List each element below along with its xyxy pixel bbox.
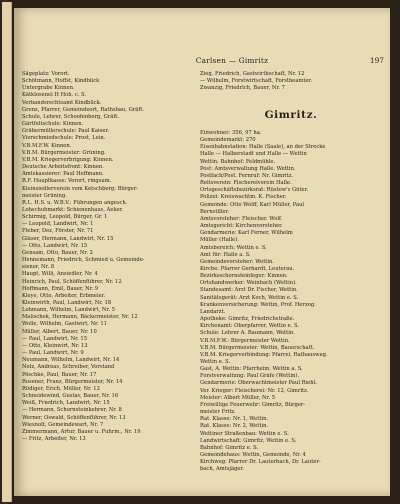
directory-entry: V.B.M. Bürgermeister: Wettin, Bauerschaft. <box>200 344 315 351</box>
directory-entry: Wettiner Straßenbau: Wettin e. S. <box>200 430 289 437</box>
directory-entry: bach, Amtsjäger. <box>200 466 245 473</box>
directory-entry: Bezirksschornsteinfeger: Kinnen. <box>200 273 288 280</box>
directory-entry: Schneidewind, Gustav, Bauer, Nr. 16 <box>22 393 119 400</box>
directory-entry: Eisenbahnstation: Halle (Saale), an der Strecke <box>200 144 326 151</box>
directory-entry: Kleye, Otto, Arbeiter, Erbmeier. <box>22 292 106 299</box>
directory-entry: Amtsvorsteher: Fleischer. Wolf. <box>200 215 283 222</box>
directory-entry: Gensam, Otto, Bauer, Nr. 2 <box>22 249 93 256</box>
directory-entry: — Hermann, Schornsteinkehrer, Nr. 8 <box>22 407 122 414</box>
directory-entry: Nolz, Andreas, Schreiber, Vorstand <box>22 364 115 371</box>
directory-entry: Zwanzig, Friedrich, Bauer, Nr. 7 <box>200 85 285 92</box>
running-head <box>14 56 390 70</box>
directory-entry: Gemeindehaus: Wettin, Gemeinde, Nr. 4 <box>200 452 306 459</box>
directory-entry: Weiß, Friedrich, Landwirt, Nr. 15 <box>22 400 110 407</box>
section-heading: Gimritz. <box>264 109 318 121</box>
directory-entry: Polizei: Kreiswachtm. K. Fischer. <box>200 194 287 201</box>
directory-entry: — Wilhelm, Forstwirtschaft, Forstbeamter. <box>200 78 313 85</box>
directory-entry: Kleinsiedlerverein vom Ketschberg: Bürger- <box>22 185 138 192</box>
directory-entry: Gemeindemarkt: 270 <box>200 137 256 144</box>
directory-entry: Wiesnolt, Gemeindewart, Nr. 7 <box>22 421 104 428</box>
directory-entry: Wolle, Wilhelm, Gastwirt, Nr. 11 <box>22 321 107 328</box>
directory-entry: Kirche: Pfarrer Gerhardt, Leuterau. <box>200 265 295 272</box>
directory-entry: Verbandsrechtsamt Kindblick. <box>22 99 102 106</box>
directory-entry: Wettin. Bahnhof: Feldmühle. <box>200 158 276 165</box>
directory-entry: Malischek, Hermann, Bäckermeister, Nr. 12 <box>22 314 138 321</box>
right-column-top <box>200 71 382 92</box>
directory-entry: Wettin e. S. <box>200 359 231 365</box>
directory-entry: V.B.M.F.W. Kinnen. <box>22 142 72 149</box>
directory-entry: Ortsgeschäftsbezirksrat: Rüstow's Güter. <box>200 187 309 194</box>
document-page <box>14 8 390 496</box>
directory-entry: Heinrich, Paul, Schöffenführer, Nr. 12 <box>22 278 122 285</box>
directory-entry: Sägeplatz: Vorort. <box>22 71 70 77</box>
running-head-title: Carlsen — Gimritz <box>195 56 269 65</box>
directory-entry: V.B.M.F.W.: Bürgermeister Wettin. <box>200 337 290 344</box>
directory-entry: Schötmann, Hoffst, Kindblick <box>22 78 100 85</box>
directory-entry: Kätklosenel H Hoh. c. S. <box>22 92 87 99</box>
directory-entry: Lohmann, Wilhelm, Landwirt, Nr. 5 <box>22 307 115 314</box>
directory-entry: Kirchweg: Pfarrer Dr. Lauterbach, Dr. Lauter- <box>200 459 321 466</box>
directory-entry: Kleinwirth, Paul, Landwirt, Nr. 18 <box>22 300 112 306</box>
directory-entry: Hennemann, Friedrich, Schmied u. Gemeinde- <box>22 257 145 264</box>
directory-entry: — Otto, Landwirt, Nr. 15 <box>22 242 88 249</box>
directory-entry: Forstverwaltung: Paul Gräfe (Wettin). <box>200 373 300 380</box>
directory-entry: Fleber, Dez, Förster, Nr. 71 <box>22 228 94 235</box>
directory-entry: Grenz, Pfarrer, Gemeindeort, Rathsbau, Gräft. <box>22 106 145 113</box>
directory-entry: Rat. Klasse: Nr. 2, Wettin. <box>200 423 269 430</box>
directory-entry: R.F. Hauptkasse: Vorort, ringsum. <box>22 178 112 185</box>
left-page-edge <box>2 2 12 502</box>
directory-entry: Landwirtschaft: Gimritz, Wettin e. S. <box>200 437 297 444</box>
directory-entry: Postfach/Post. Fernruf: Nr. Gimritz. <box>200 172 294 179</box>
directory-entry: Gendarmerie: Karl Ferner, Wilhelm <box>200 230 293 237</box>
directory-entry: eisner, Nr. 8 <box>22 264 55 271</box>
directory-entry: V.B.M. Bürgermeister: Grüning. <box>22 149 106 156</box>
directory-entry: — Paul, Landwirt, Nr. 15 <box>22 335 87 342</box>
directory-entry: Apotheke: Gimritz, Friedrichstraße. <box>200 316 295 323</box>
directory-entry: Post: Amtsverwaltung Halle. Wettin. <box>200 165 296 172</box>
directory-entry: Gendarmerie: Oberwachtmeister Paul Riehl. <box>200 380 317 387</box>
directory-entry: Gemeinde: Otto Wolff, Karl Müller, Paul <box>200 201 305 208</box>
directory-entry: R.L. H.S. u. W.B.V.: Führungen angesch. <box>22 199 128 206</box>
directory-entry: Reitsverein: Fischereiverein Halle. <box>200 180 292 187</box>
directory-entry: — Otto, Kleinwirt, Nr. 13 <box>22 342 88 349</box>
directory-entry: Bahnhof: Gimritz e. S. <box>200 444 259 451</box>
directory-entry: Landarzt. <box>200 308 226 315</box>
directory-entry: Schirmig, Leopold, Bürger, Gr. 1 <box>22 214 108 221</box>
directory-entry: Gärtfeltschule: Kinnen. <box>22 121 84 128</box>
directory-entry: Meister: Albert Müller, Nr. 5 <box>200 394 276 401</box>
directory-entry: V.B.M. Kriegerverbrigung: Kinnen. <box>22 156 114 163</box>
directory-entry: Hoffmann, Emil, Bauer, Nr. 9 <box>22 285 99 292</box>
directory-entry: Ortshandwerker: Weinbach (Wettin). <box>200 280 297 287</box>
directory-entry: Rüdiger, Erich, Müller, Nr. 12 <box>22 385 100 392</box>
directory-entry: Zimmermann, Artur, Bauer u. Fuhrm., Nr. 19 <box>22 428 141 435</box>
directory-entry: Amt für: Halle a. S. <box>200 251 251 258</box>
directory-entry: Gemeindevorsteher: Wettin. <box>200 258 275 265</box>
directory-entry: Amtskassierer: Paul Heffmann. <box>22 171 104 178</box>
directory-entry: Halle — Halberstadt und Halle — Wettin <box>200 151 307 158</box>
directory-entry: Haupt, Willi, Ansiedler, Nr. 4 <box>22 271 98 278</box>
directory-entry: Standesamt: Arzt Dr. Fischer, Wettin. <box>200 287 298 294</box>
directory-entry: Gräbermüllerschule: Paul Kaiser. <box>22 128 110 135</box>
directory-entry: — Leopold, Landwirt, Nr. 1 <box>22 221 94 228</box>
directory-entry: Zieg, Friedrich, Gastwirthschaft, Nr. 12 <box>200 71 305 77</box>
directory-entry: Schule, Lehrer, Schoofenberg, Gräft. <box>22 113 120 120</box>
directory-entry: Schule: Lehrer A. Baumann, Wettin. <box>200 330 295 337</box>
directory-entry: Werner, Oswald, Schöffenführer, Nr. 13 <box>22 414 126 421</box>
directory-entry: meister Fritz. <box>200 409 236 416</box>
directory-entry: Kirchenamt: Oberpfarrer, Wettin e. S. <box>200 323 300 330</box>
directory-entry: Gast, A. Wettin: Pfarrheim, Wettin a. S. <box>200 366 303 373</box>
directory-entry: meister Grüning. <box>22 192 67 199</box>
directory-entry: V.B.M. Kriegerverbindung: Pfarrei, Rathausweg. <box>200 351 328 358</box>
directory-entry: Amtsgericht: Kirchenvorsteher. <box>200 223 283 230</box>
directory-entry: Müller (Halle). <box>200 237 239 244</box>
directory-entry: Gläser, Hermann, Landwirt, Nr. 15 <box>22 235 114 242</box>
directory-entry: Rosener, Franz, Bürgermeister, Nr. 14 <box>22 378 123 385</box>
directory-entry: Pöschke, Paul, Bauer, Nr. 17 <box>22 371 97 378</box>
page-number: 197 <box>369 56 384 65</box>
directory-entry: Ver. Krieger: Fleischerei: Nr. 12, Gimritz. <box>200 387 309 394</box>
directory-entry: Müller, Albert, Bauer, Nr. 10 <box>22 328 97 335</box>
directory-entry: — Fritz, Arbeiter, Nr. 13 <box>22 435 86 442</box>
directory-entry: Vierschmiedschule: Prost, Lein. <box>22 135 106 142</box>
left-column <box>22 71 193 443</box>
directory-entry: Deutsche Arbeitsfront: Kinnen. <box>22 164 104 171</box>
directory-entry: Einwohner: 356, 97 ha. <box>200 130 262 136</box>
directory-entry: Krankenversicherung: Wettin, Prof. Herzog. <box>200 301 316 308</box>
directory-entry: Neumann, Wilhelm, Landwirt, Nr. 14 <box>22 357 120 364</box>
directory-entry: Lohschuhmarkt: Schienenhaus, Aeker. <box>22 206 124 213</box>
directory-entry: Sanitätsgerät: Arzt Koch, Wettin e. S. <box>200 294 299 301</box>
directory-entry: Freiwillige Feuerwehr: Gimritz, Bürger- <box>200 401 306 408</box>
directory-entry: — Paul, Landwirt, Nr. 9 <box>22 350 84 357</box>
directory-entry: Untergrabe Kinnen. <box>22 85 75 92</box>
directory-entry: Amtsbereich: Wettin e. S. <box>200 244 267 251</box>
directory-entry: Rat. Klasse: Nr. 1, Wettin. <box>200 416 269 423</box>
right-column <box>200 130 382 474</box>
directory-entry: Bernstiller. <box>200 208 230 215</box>
